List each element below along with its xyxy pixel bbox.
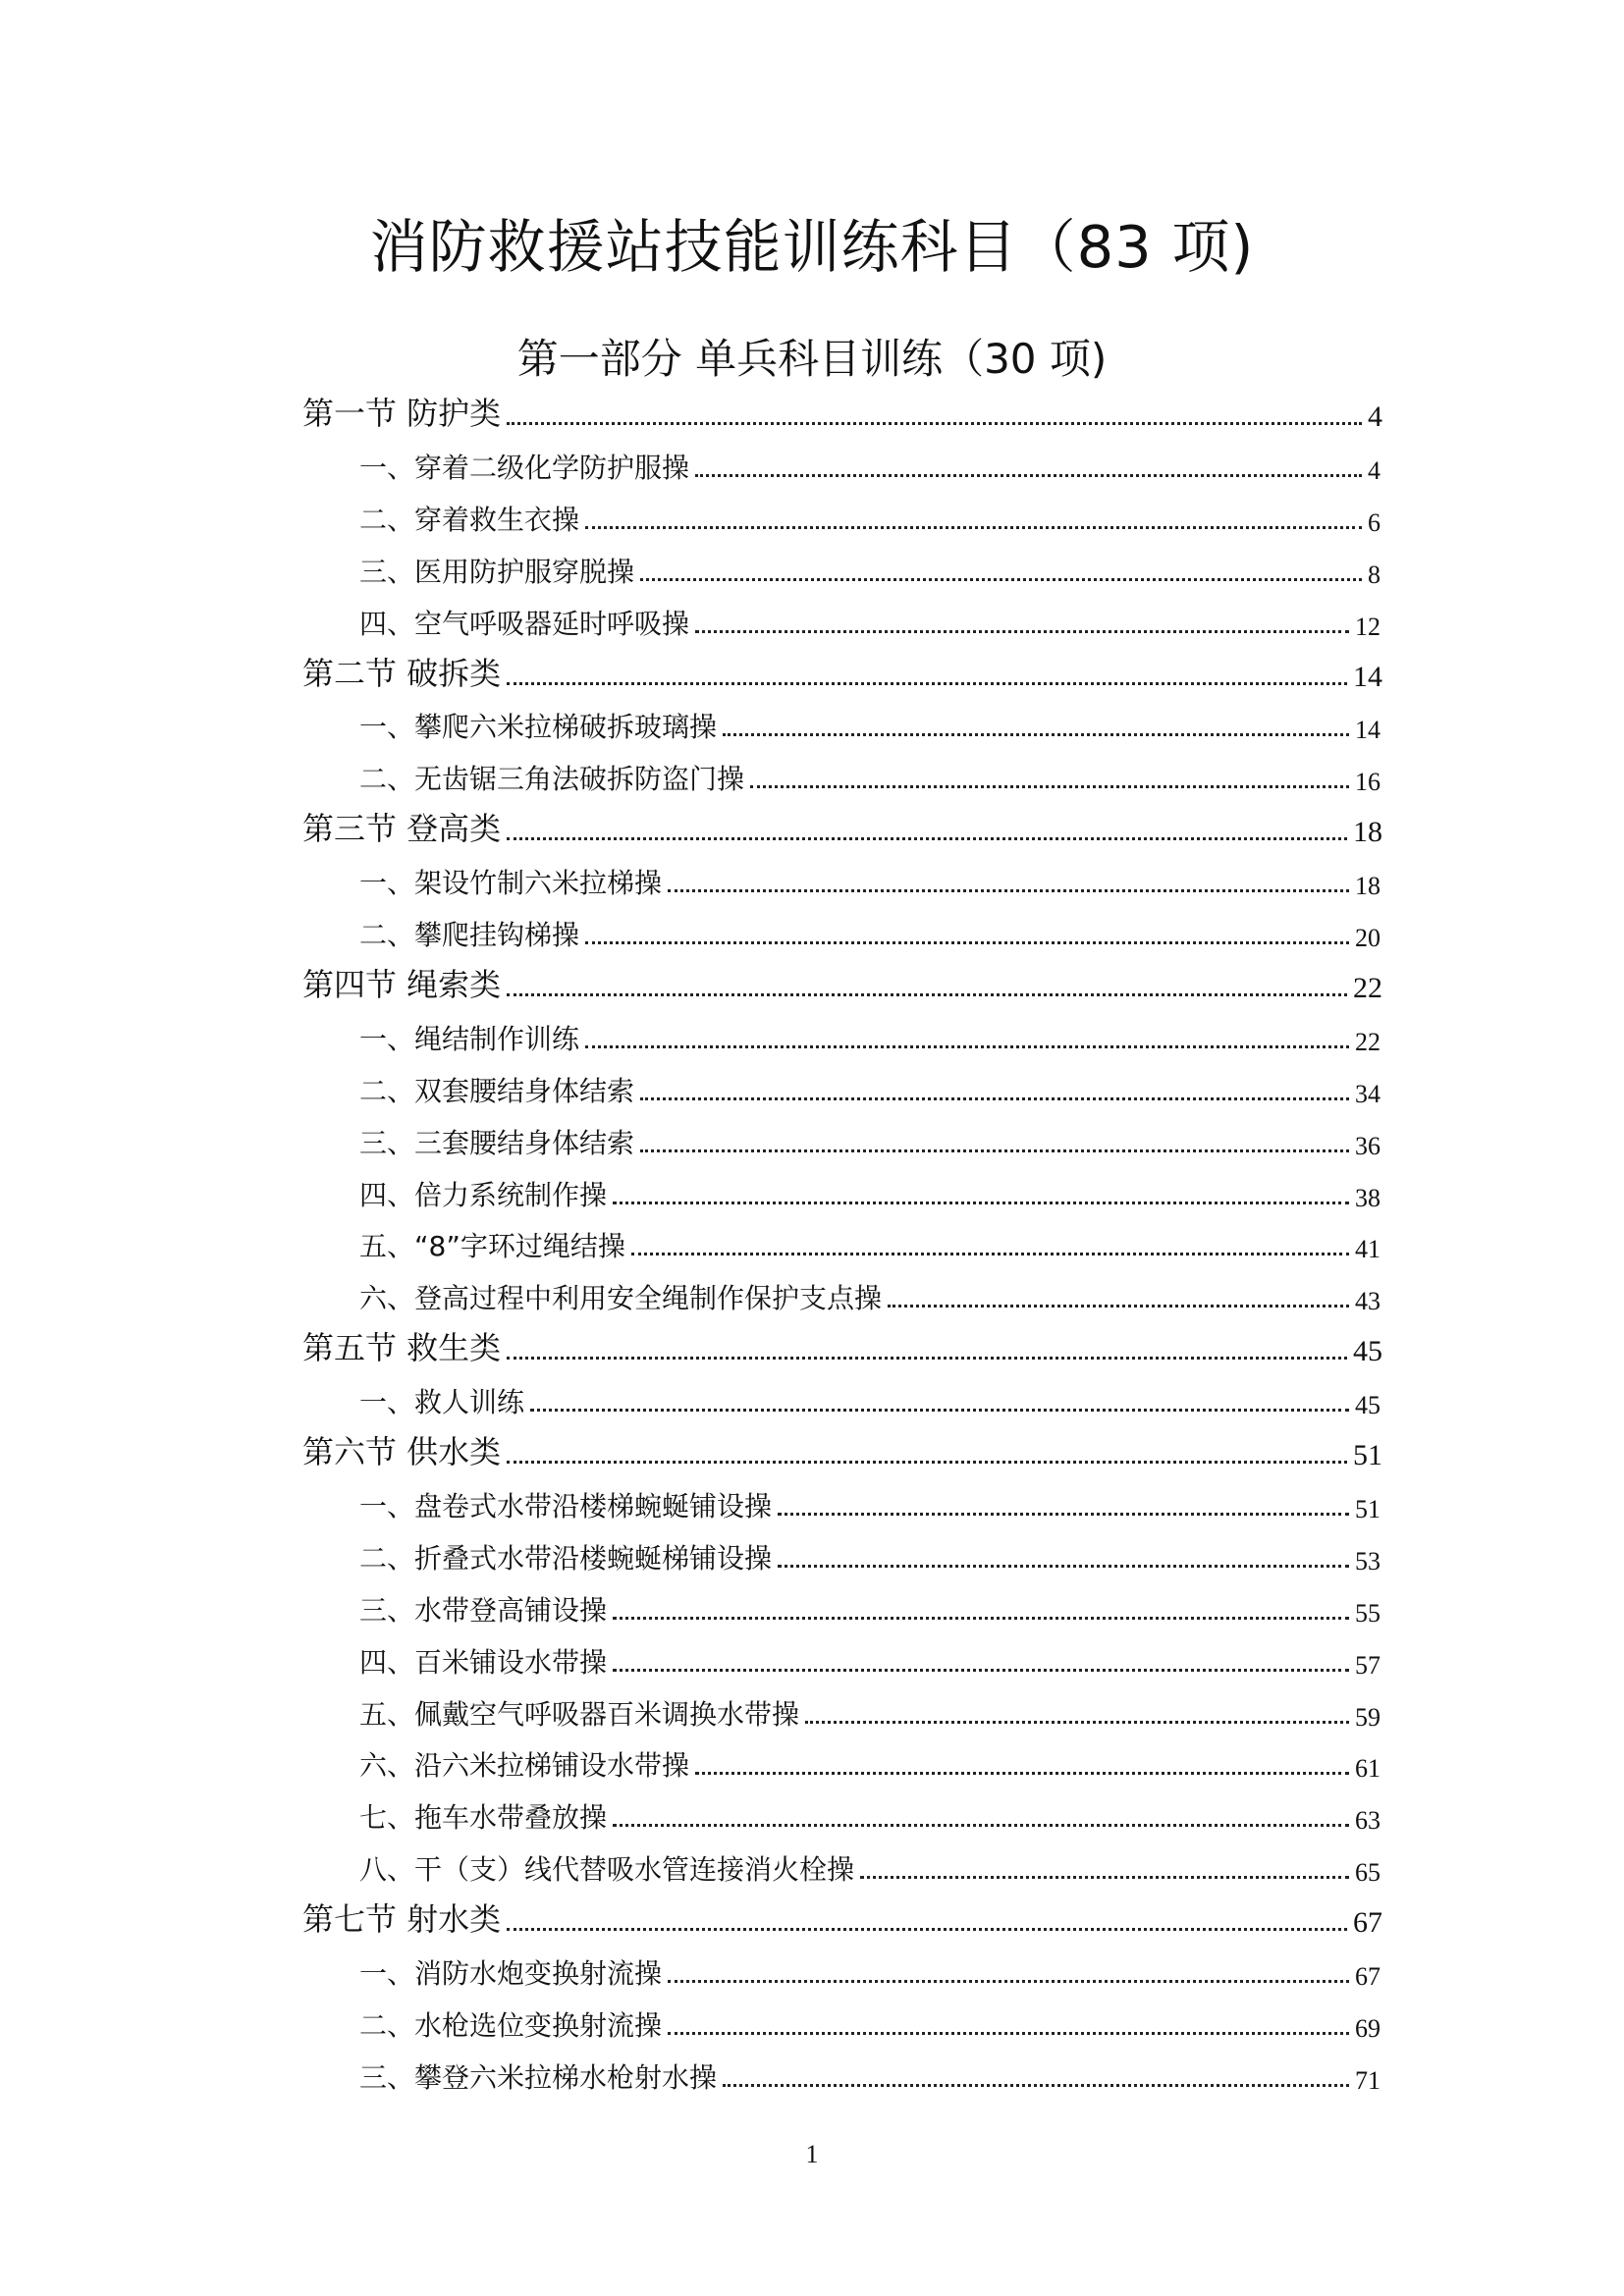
- toc-dot-leader: [585, 1045, 1349, 1048]
- toc-item: [359, 495, 1380, 538]
- toc-dot-leader: [613, 1669, 1349, 1672]
- toc-dot-leader: [613, 1617, 1349, 1620]
- toc-page-number: 57: [1355, 1651, 1380, 1680]
- toc-section: [302, 806, 1382, 849]
- toc-dot-leader: [668, 889, 1349, 892]
- toc-page-number: 45: [1353, 1335, 1382, 1367]
- toc-item: [359, 1792, 1380, 1836]
- document-title: 消防救援站技能训练科目（83 项): [369, 213, 1255, 281]
- toc-item: [359, 1118, 1380, 1161]
- toc-label: 二、穿着救生衣操: [359, 504, 580, 536]
- toc-item: [359, 2053, 1380, 2096]
- toc-dot-leader: [695, 630, 1349, 633]
- toc-page-number: 12: [1355, 613, 1380, 641]
- toc-label: 三、水带登高铺设操: [359, 1594, 608, 1627]
- toc-item: [359, 1014, 1380, 1057]
- toc-page-number: 69: [1355, 2014, 1380, 2043]
- toc-section: [302, 1896, 1382, 1940]
- toc-label: 三、三套腰结身体结索: [359, 1127, 635, 1159]
- toc-page-number: 16: [1355, 768, 1380, 796]
- toc-item: [359, 443, 1380, 486]
- toc-item: [359, 1689, 1380, 1733]
- toc-label: 四、百米铺设水带操: [359, 1646, 608, 1679]
- toc-label: 二、无齿锯三角法破拆防盗门操: [359, 763, 745, 795]
- toc-label: 一、盘卷式水带沿楼梯蜿蜒铺设操: [359, 1490, 773, 1522]
- toc-page-number: 38: [1355, 1184, 1380, 1212]
- toc-dot-leader: [723, 733, 1349, 736]
- toc-label: 一、穿着二级化学防护服操: [359, 452, 690, 484]
- toc-label: 三、攀登六米拉梯水枪射水操: [359, 2061, 718, 2094]
- toc-dot-leader: [640, 1097, 1349, 1100]
- toc-dot-leader: [750, 785, 1349, 788]
- toc-dot-leader: [888, 1305, 1349, 1308]
- toc-item: [359, 702, 1380, 745]
- toc-item: [359, 1377, 1380, 1420]
- page-number: 1: [805, 2140, 819, 2168]
- toc-section: [302, 1429, 1382, 1472]
- toc-dot-leader: [695, 1772, 1349, 1775]
- toc-label: 四、倍力系统制作操: [359, 1179, 608, 1211]
- toc-dot-leader: [723, 2084, 1349, 2087]
- toc-page-number: 67: [1353, 1906, 1382, 1939]
- toc-page-number: 53: [1355, 1547, 1380, 1575]
- toc-dot-leader: [507, 1461, 1347, 1464]
- toc-label: 第五节 救生类: [302, 1329, 502, 1366]
- toc-dot-leader: [507, 422, 1362, 425]
- toc-label: 第七节 射水类: [302, 1900, 502, 1938]
- toc-item: [359, 754, 1380, 797]
- toc-page-number: 43: [1355, 1287, 1380, 1315]
- toc-page-number: 18: [1355, 872, 1380, 900]
- toc-label: 第六节 供水类: [302, 1433, 502, 1470]
- toc-label: 七、拖车水带叠放操: [359, 1801, 608, 1834]
- toc-dot-leader: [778, 1513, 1349, 1516]
- toc-page-number: 8: [1368, 561, 1380, 589]
- toc-item: [359, 599, 1380, 642]
- toc-label: 五、佩戴空气呼吸器百米调换水带操: [359, 1698, 800, 1731]
- toc-item: [359, 1170, 1380, 1213]
- toc-page-number: 6: [1368, 508, 1380, 537]
- toc-dot-leader: [860, 1876, 1349, 1879]
- toc-label: 八、干（支）线代替吸水管连接消火栓操: [359, 1853, 855, 1886]
- toc-dot-leader: [507, 993, 1347, 996]
- toc-item: [359, 910, 1380, 953]
- toc-page-number: 51: [1355, 1495, 1380, 1523]
- part-title: 第一部分 单兵科目训练（30 项): [516, 335, 1108, 383]
- toc-item: [359, 1740, 1380, 1784]
- toc-page-number: 71: [1355, 2066, 1380, 2095]
- toc-dot-leader: [668, 1980, 1349, 1983]
- toc-dot-leader: [585, 526, 1362, 529]
- toc-dot-leader: [613, 1824, 1349, 1827]
- toc-dot-leader: [640, 1149, 1349, 1152]
- toc-page-number: 63: [1355, 1806, 1380, 1835]
- toc-item: [359, 1221, 1380, 1264]
- toc-page-number: 4: [1368, 400, 1382, 433]
- toc-page-number: 45: [1355, 1391, 1380, 1419]
- toc-label: 一、绳结制作训练: [359, 1023, 580, 1055]
- toc-dot-leader: [507, 1357, 1347, 1360]
- toc-dot-leader: [631, 1253, 1349, 1255]
- toc-section: [302, 391, 1382, 434]
- toc-page-number: 34: [1355, 1080, 1380, 1108]
- toc-page-number: 14: [1355, 716, 1380, 744]
- toc-page-number: 55: [1355, 1599, 1380, 1628]
- toc-dot-leader: [640, 578, 1362, 581]
- toc-label: 第四节 绳索类: [302, 966, 502, 1003]
- toc-page-number: 20: [1355, 924, 1380, 952]
- toc-label: 一、攀爬六米拉梯破拆玻璃操: [359, 711, 718, 743]
- toc-page-number: 18: [1353, 816, 1382, 848]
- toc-label: 六、沿六米拉梯铺设水带操: [359, 1749, 690, 1782]
- toc-dot-leader: [585, 941, 1349, 944]
- toc-label: 五、“8”字环过绳结操: [359, 1230, 625, 1262]
- toc-section: [302, 1325, 1382, 1368]
- toc-item: [359, 858, 1380, 901]
- toc-item: [359, 2001, 1380, 2044]
- toc-dot-leader: [613, 1201, 1349, 1204]
- toc-dot-leader: [507, 837, 1347, 840]
- toc-page-number: 4: [1368, 456, 1380, 485]
- toc-label: 一、架设竹制六米拉梯操: [359, 867, 663, 899]
- toc-item: [359, 1949, 1380, 1992]
- toc-page-number: 59: [1355, 1703, 1380, 1732]
- toc-section: [302, 651, 1382, 694]
- toc-label: 一、救人训练: [359, 1386, 525, 1418]
- toc-item: [359, 547, 1380, 590]
- toc-dot-leader: [668, 2032, 1349, 2035]
- toc-label: 第三节 登高类: [302, 810, 502, 847]
- toc-label: 二、水枪选位变换射流操: [359, 2009, 663, 2042]
- toc-label: 二、双套腰结身体结索: [359, 1075, 635, 1107]
- toc-label: 三、医用防护服穿脱操: [359, 556, 635, 588]
- toc-page-number: 22: [1355, 1028, 1380, 1056]
- toc-dot-leader: [805, 1721, 1349, 1724]
- toc-section: [302, 962, 1382, 1005]
- toc-label: 一、消防水炮变换射流操: [359, 1957, 663, 1990]
- toc-item: [359, 1585, 1380, 1629]
- toc-label: 二、折叠式水带沿楼蜿蜒梯铺设操: [359, 1542, 773, 1575]
- toc-page-number: 51: [1353, 1439, 1382, 1471]
- toc-item: [359, 1533, 1380, 1576]
- toc-dot-leader: [695, 474, 1362, 477]
- toc-dot-leader: [507, 1928, 1347, 1931]
- toc-label: 四、空气呼吸器延时呼吸操: [359, 608, 690, 640]
- toc-item: [359, 1273, 1380, 1316]
- toc-item: [359, 1844, 1380, 1888]
- toc-label: 六、登高过程中利用安全绳制作保护支点操: [359, 1282, 883, 1314]
- toc-label: 第二节 破拆类: [302, 655, 502, 692]
- toc-item: [359, 1637, 1380, 1681]
- toc-page-number: 67: [1355, 1962, 1380, 1991]
- toc-label: 第一节 防护类: [302, 395, 502, 432]
- toc-label: 二、攀爬挂钩梯操: [359, 919, 580, 951]
- toc-item: [359, 1066, 1380, 1109]
- toc-page-number: 22: [1353, 972, 1382, 1004]
- toc-page-number: 36: [1355, 1132, 1380, 1160]
- toc-dot-leader: [507, 682, 1347, 685]
- toc-item: [359, 1481, 1380, 1524]
- toc-page-number: 14: [1353, 661, 1382, 693]
- toc-page-number: 61: [1355, 1754, 1380, 1783]
- toc-dot-leader: [778, 1565, 1349, 1568]
- toc-page-number: 41: [1355, 1235, 1380, 1263]
- toc-dot-leader: [530, 1409, 1349, 1412]
- toc-page-number: 65: [1355, 1858, 1380, 1887]
